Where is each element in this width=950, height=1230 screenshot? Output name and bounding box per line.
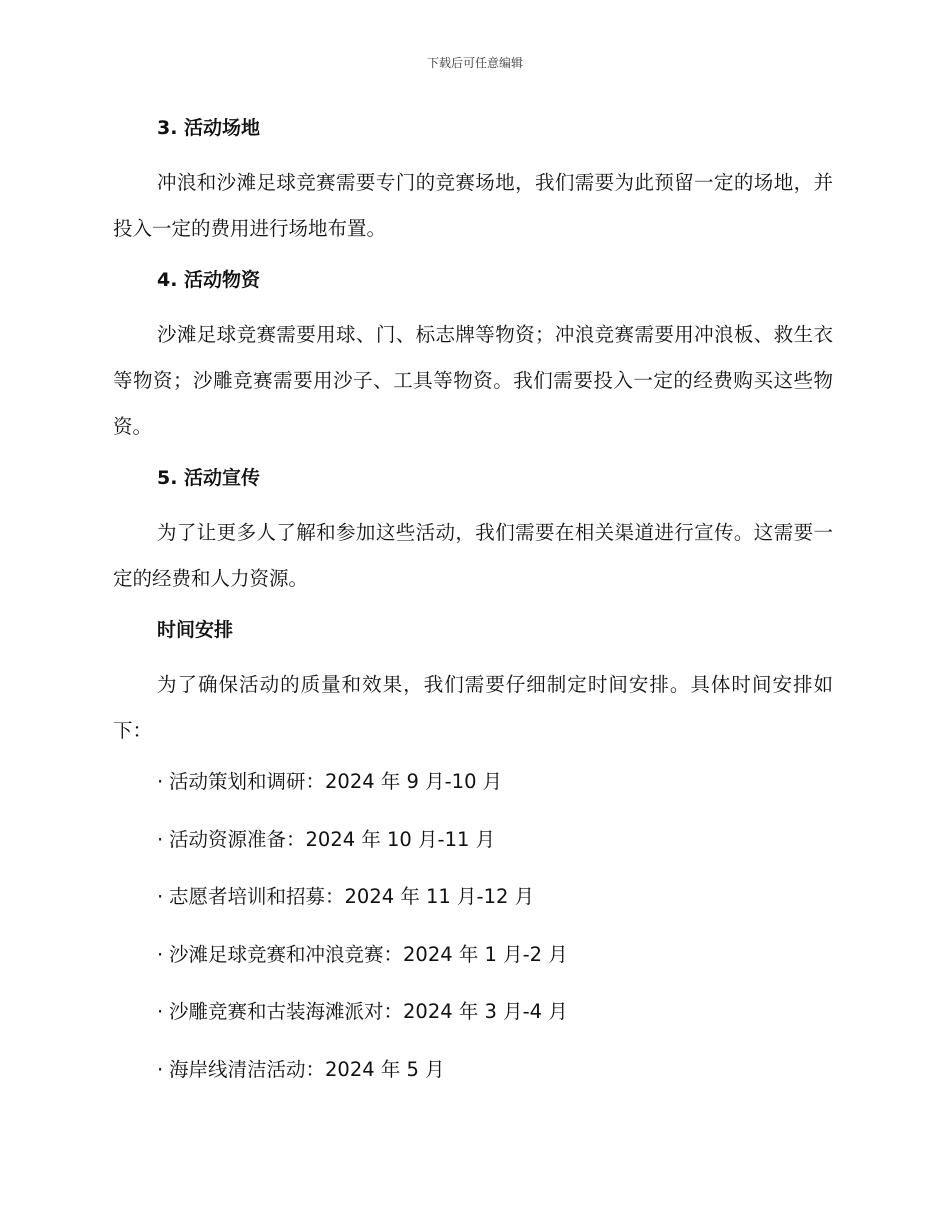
document-body	[113, 110, 833, 1109]
section-text-promotion: 为了让更多人了解和参加这些活动，我们需要在相关渠道进行宣传。这需要一定的经费和人力资源。	[113, 521, 833, 590]
bullet-icon: ·	[157, 885, 164, 908]
section-text-schedule: 为了确保活动的质量和效果，我们需要仔细制定时间安排。具体时间安排如下：	[113, 673, 833, 742]
list-item-text: 活动策划和调研：2024 年 9 月-10 月	[169, 770, 503, 793]
list-item-text: 海岸线清洁活动：2024 年 5 月	[169, 1057, 445, 1081]
list-item-text: 志愿者培训和招募：2024 年 11 月-12 月	[169, 885, 535, 908]
bullet-icon: ·	[157, 1000, 164, 1023]
section-text-supplies: 沙滩足球竞赛需要用球、门、标志牌等物资；冲浪竞赛需要用冲浪板、救生衣等物资；沙雕竞赛需要用沙子、工具等物资。我们需要投入一定的经费购买这些物资。	[113, 323, 833, 438]
list-item	[113, 879, 833, 937]
schedule-list	[113, 764, 833, 1109]
section-heading-supplies: 4. 活动物资	[157, 269, 261, 291]
list-item	[113, 937, 833, 995]
list-item	[113, 1052, 833, 1110]
section-heading-venue: 3. 活动场地	[157, 117, 261, 139]
list-item	[113, 822, 833, 880]
section-heading-schedule: 时间安排	[157, 619, 234, 641]
bullet-icon: ·	[157, 770, 164, 793]
bullet-icon: ·	[157, 942, 164, 966]
bullet-icon: ·	[157, 827, 164, 851]
list-item	[113, 994, 833, 1052]
list-item-text: 活动资源准备：2024 年 10 月-11 月	[169, 827, 496, 851]
header-note: 下载后可任意编辑	[426, 56, 523, 70]
list-item	[113, 764, 833, 822]
section-text-venue: 冲浪和沙滩足球竞赛需要专门的竞赛场地，我们需要为此预留一定的场地，并投入一定的费用进行场地布置。	[113, 171, 833, 240]
list-item-text: 沙雕竞赛和古装海滩派对：2024 年 3 月-4 月	[169, 1000, 568, 1023]
list-item-text: 沙滩足球竞赛和冲浪竞赛：2024 年 1 月-2 月	[169, 942, 568, 966]
section-heading-promotion: 5. 活动宣传	[157, 467, 261, 489]
bullet-icon: ·	[157, 1057, 164, 1081]
